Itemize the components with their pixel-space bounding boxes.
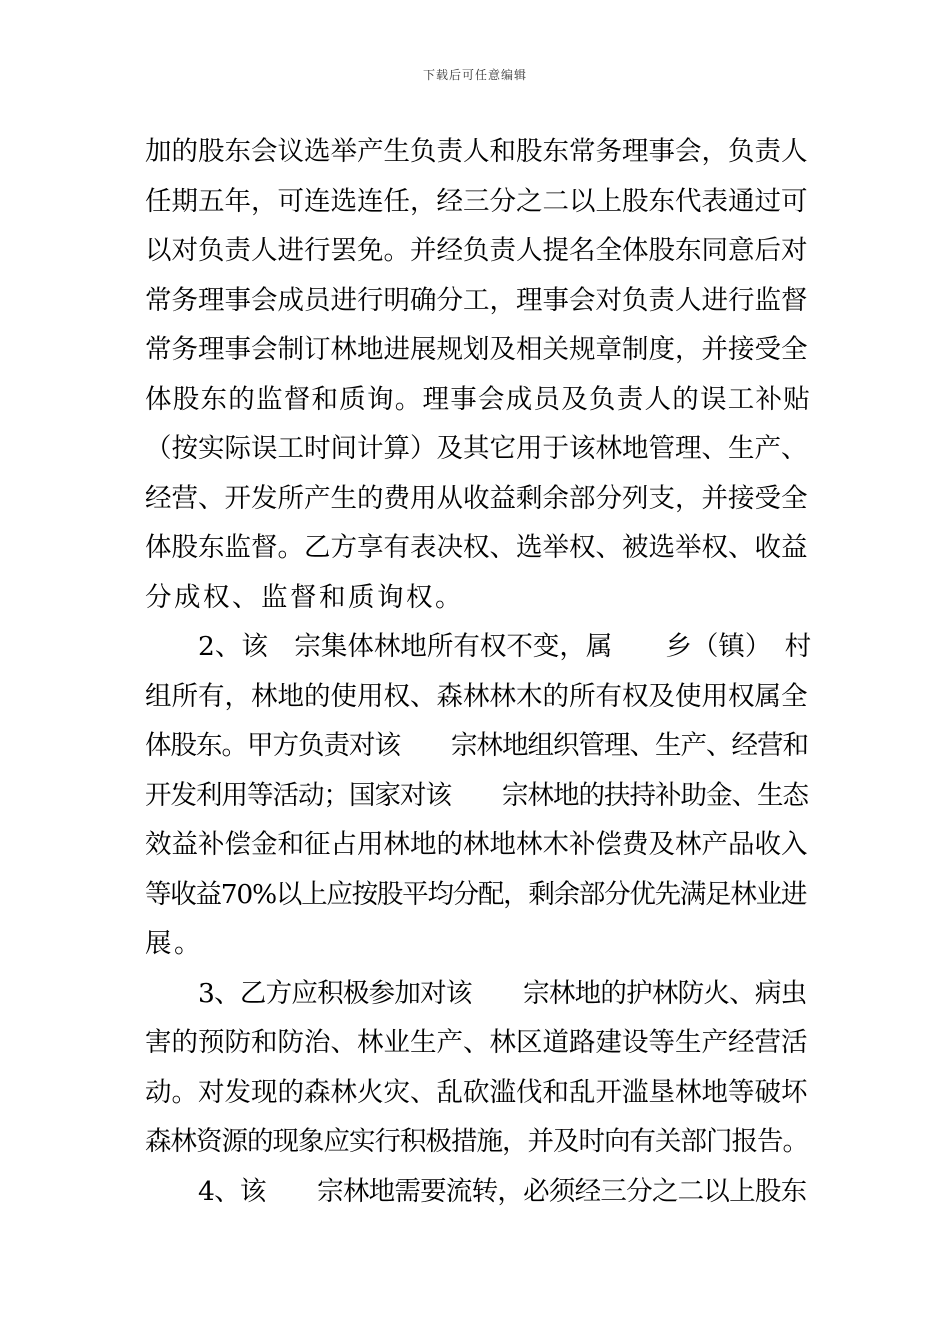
text-line: 4、该 宗林地需要流转，必须经三分之二以上股东 [198, 1175, 807, 1207]
text-line: 效益补偿金和征占用林地的林地林木补偿费及林产品收入 [145, 829, 808, 860]
text-line: 以对负责人进行罢免。并经负责人提名全体股东同意后对 [145, 235, 808, 266]
text-line: 2、该 宗集体林地所有权不变，属 乡（镇） 村 [198, 631, 812, 662]
text-line: 体股东监督。乙方享有表决权、选举权、被选举权、收益 [145, 532, 808, 563]
document-body [145, 127, 810, 1216]
text-line: 加的股东会议选举产生负责人和股东常务理事会，负责人 [145, 136, 808, 167]
text-line: 分成权、监督和质询权。 [145, 581, 464, 613]
text-line: 害的预防和防治、林业生产、林区道路建设等生产经营活 [145, 1027, 808, 1058]
text-line: 森林资源的现象应实行积极措施，并及时向有关部门报告。 [145, 1126, 808, 1157]
text-line: 动。对发现的森林火灾、乱砍滥伐和乱开滥垦林地等破坏 [145, 1076, 808, 1108]
text-line: 体股东的监督和质询。理事会成员及负责人的误工补贴 [145, 383, 811, 415]
text-line: 任期五年，可连选连任，经三分之二以上股东代表通过可 [145, 185, 808, 217]
text-line: 常务理事会制订林地进展规划及相关规章制度，并接受全 [145, 334, 808, 365]
text-line: 常务理事会成员进行明确分工，理事会对负责人进行监督 [145, 284, 808, 316]
text-line: 组所有，林地的使用权、森林林木的所有权及使用权属全 [145, 680, 808, 712]
text-line: 等收益70%以上应按股平均分配，剩余部分优先满足林业进 [145, 878, 807, 910]
text-line: 经营、开发所产生的费用从收益剩余部分列支，并接受全 [145, 482, 808, 514]
text-line: 展。 [145, 928, 203, 959]
text-line: 3、乙方应积极参加对该 宗林地的护林防火、病虫 [198, 977, 807, 1009]
text-line: 开发利用等活动；国家对该 宗林地的扶持补助金、生态 [145, 779, 808, 811]
text-line: （按实际误工时间计算）及其它用于该林地管理、生产、 [145, 433, 808, 464]
page-header: 下载后可任意编辑 [422, 68, 527, 82]
text-line: 体股东。甲方负责对该 宗林地组织管理、生产、经营和 [145, 730, 808, 761]
